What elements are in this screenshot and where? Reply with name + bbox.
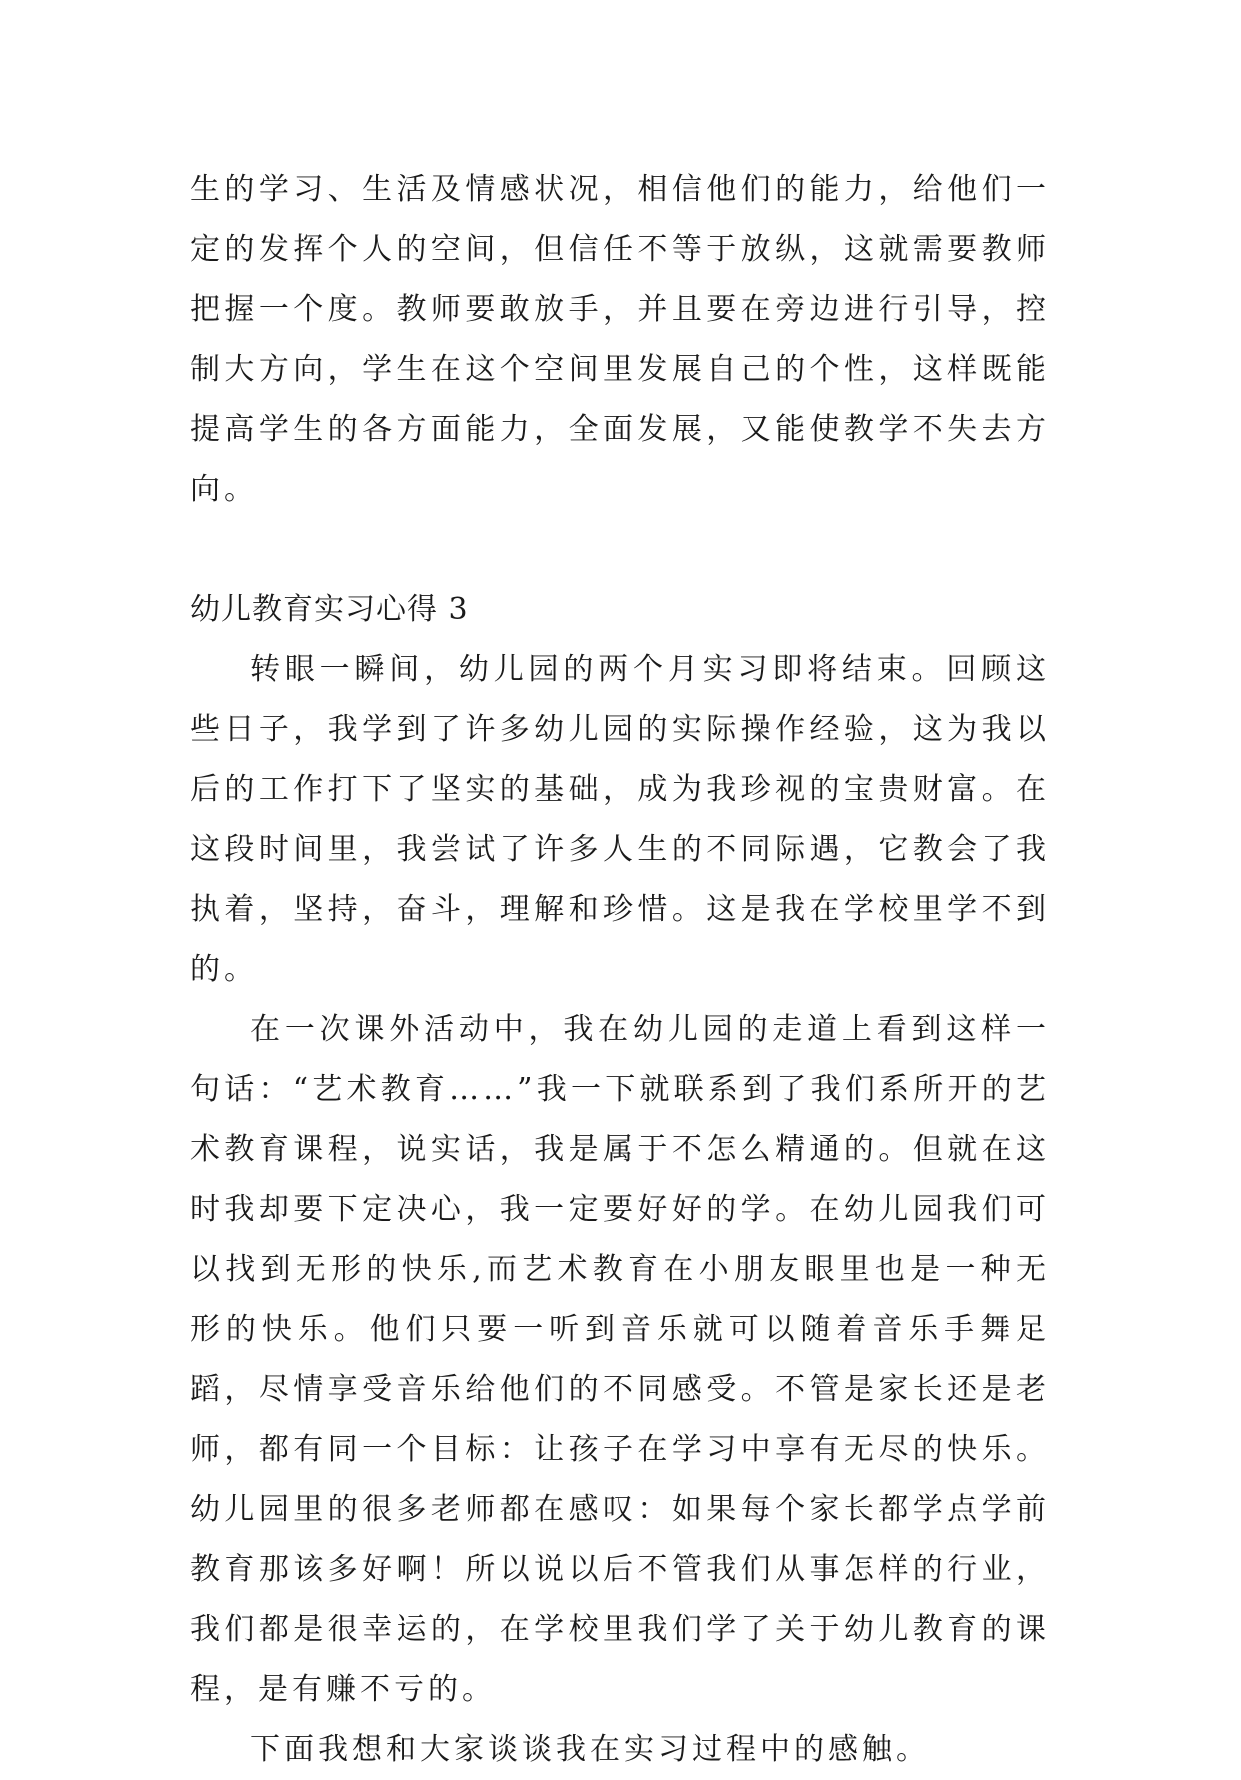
document-body [190, 160, 1050, 1780]
body-paragraph-1: 转眼一瞬间，幼儿园的两个月实习即将结束。回顾这些日子，我学到了许多幼儿园的实际操作经验，这为我以后的工作打下了坚实的基础，成为我珍视的宝贵财富。在这段时间里，我尝试了许多人生的不同际遇，它教会了我执着，坚持，奋斗，理解和珍惜。这是我在学校里学不到的。 [190, 652, 1050, 987]
body-paragraph-2: 在一次课外活动中，我在幼儿园的走道上看到这样一句话：“艺术教育……”我一下就联系到了我们系所开的艺术教育课程，说实话，我是属于不怎么精通的。但就在这时我却要下定决心，我一定要好好的学。在幼儿园我们可以找到无形的快乐,而艺术教育在小朋友眼里也是一种无形的快乐。他们只要一听到音乐就可以随着音乐手舞足蹈，尽情享受音乐给他们的不同感受。不管是家长还是老师，都有同一个目标：让孩子在学习中享有无尽的快乐。幼儿园里的很多老师都在感叹：如果每个家长都学点学前教育那该多好啊！所以说以后不管我们从事怎样的行业，我们都是很幸运的，在学校里我们学了关于幼儿教育的课程，是有赚不亏的。 [190, 1012, 1050, 1707]
body-paragraph-3: 下面我想和大家谈谈我在实习过程中的感触。 [250, 1732, 930, 1767]
section-title: 幼儿教育实习心得 3 [190, 592, 469, 627]
intro-paragraph: 生的学习、生活及情感状况，相信他们的能力，给他们一定的发挥个人的空间，但信任不等于放纵，这就需要教师把握一个度。教师要敢放手，并且要在旁边进行引导，控制大方向，学生在这个空间里发展自己的个性，这样既能提高学生的各方面能力，全面发展，又能使教学不失去方向。 [190, 172, 1050, 507]
